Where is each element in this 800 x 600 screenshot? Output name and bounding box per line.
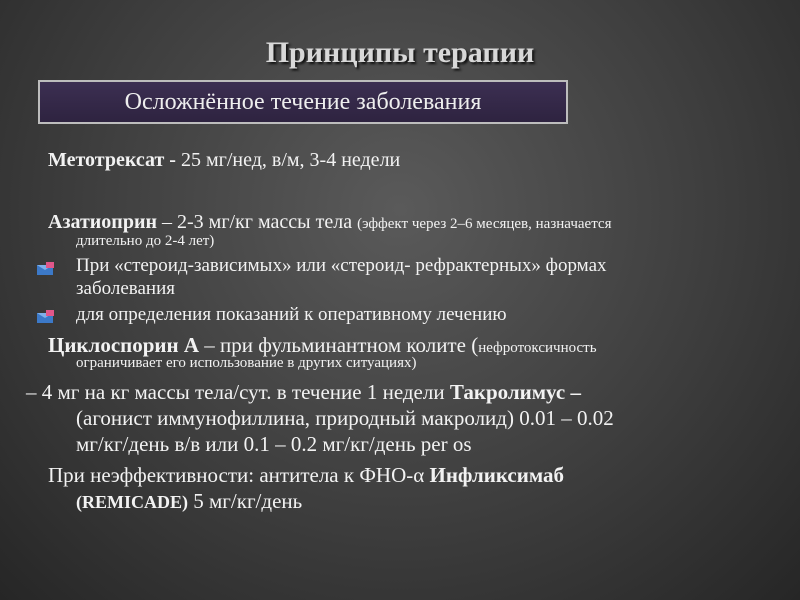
tacrolimus-name: Такролимус –	[449, 380, 581, 404]
azathioprine-note-2: длительно до 2-4 лет)	[76, 233, 215, 249]
infliximab-pre: При неэффективности: антитела к ФНО-α	[48, 463, 430, 487]
cyclosporine-paren: (	[471, 333, 479, 357]
bullet-item-1	[48, 254, 776, 300]
infliximab-name: Инфликсимаб	[429, 463, 564, 487]
bullet-item-1-line-2: заболевания	[76, 278, 175, 299]
methotrexate-dose: 25 мг/нед, в/м, 3-4 недели	[175, 149, 401, 171]
methotrexate-name: Метотрексат -	[48, 149, 176, 171]
methotrexate-line	[48, 148, 748, 173]
tacrolimus-line-2: (агонист иммунофиллина, природный макролид) 0.01 – 0.02	[76, 406, 614, 430]
subtitle-text: Осложнённое течение заболевания	[124, 88, 482, 115]
page-title: Принципы терапии	[265, 36, 535, 69]
cyclosporine-block	[48, 332, 748, 371]
bullet-item-1-line-1: При «стероид-зависимых» или «стероид- рефрактерных» формах	[76, 255, 607, 276]
infliximab-block	[48, 462, 768, 515]
azathioprine-note: (эффект через 2–6 месяцев, назначается	[357, 216, 612, 232]
tacrolimus-block	[26, 379, 756, 457]
bullet-item-2	[48, 303, 776, 326]
azathioprine-block	[48, 210, 748, 249]
cyclosporine-note: нефротоксичность	[478, 340, 597, 356]
subtitle-banner	[38, 80, 568, 124]
cyclosporine-name: Циклоспорин А	[48, 333, 200, 357]
tacrolimus-line-3: мг/кг/день в/в или 0.1 – 0.2 мг/кг/день per os	[76, 432, 472, 456]
tacrolimus-pre: – 4 мг на кг массы тела/сут. в течение 1 недели	[26, 380, 450, 404]
azathioprine-name: Азатиоприн	[48, 211, 158, 233]
infliximab-brand: (REMICADE)	[76, 492, 188, 512]
cyclosporine-note-2: ограничивает его использование в других ситуациях)	[76, 355, 417, 371]
bullet-item-2-line-1: для определения показаний к оперативному лечению	[76, 304, 507, 325]
azathioprine-dose: – 2-3 мг/кг массы тела	[157, 211, 358, 233]
cyclosporine-text: – при фульминантном колите	[199, 333, 472, 357]
infliximab-dose: 5 мг/кг/день	[188, 489, 303, 513]
